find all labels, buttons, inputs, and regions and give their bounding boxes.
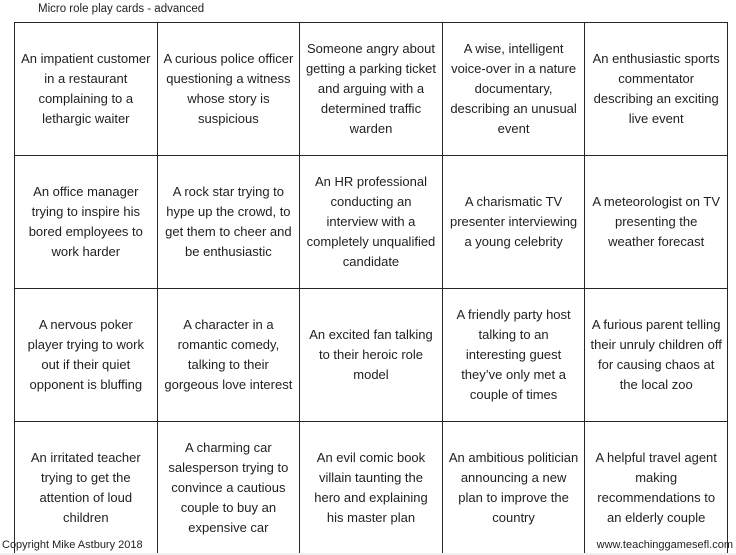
role-card: A furious parent telling their unruly children off for causing chaos at the local zoo [585,289,728,422]
role-card: An evil comic book villain taunting the hero and explaining his master plan [300,422,443,555]
role-card: A nervous poker player trying to work out if their quiet opponent is bluffing [15,289,158,422]
role-card: An excited fan talking to their heroic role model [300,289,443,422]
website-text: www.teachinggamesefl.com [596,539,733,551]
role-card: A meteorologist on TV presenting the weather forecast [585,156,728,289]
role-card: An ambitious politician announcing a new plan to improve the country [442,422,585,555]
role-card: A rock star trying to hype up the crowd, to get them to cheer and be enthusiastic [157,156,300,289]
role-play-cards-table [14,22,728,555]
role-card: An office manager trying to inspire his bored employees to work harder [15,156,158,289]
role-card: A helpful travel agent making recommendations to an elderly couple [585,422,728,555]
role-card: Someone angry about getting a parking ticket and arguing with a determined traffic warden [300,23,443,156]
role-card: A curious police officer questioning a witness whose story is suspicious [157,23,300,156]
role-card: A charismatic TV presenter interviewing a young celebrity [442,156,585,289]
role-card: A character in a romantic comedy, talking to their gorgeous love interest [157,289,300,422]
table-row [15,289,728,422]
role-card: A charming car salesperson trying to convince a cautious couple to buy an expensive car [157,422,300,555]
role-card: A wise, intelligent voice-over in a nature documentary, describing an unusual event [442,23,585,156]
table-row [15,156,728,289]
table-row [15,23,728,156]
role-card: An impatient customer in a restaurant complaining to a lethargic waiter [15,23,158,156]
page-title: Micro role play cards - advanced [38,3,205,15]
role-card: An irritated teacher trying to get the attention of loud children [15,422,158,555]
copyright-text: Copyright Mike Astbury 2018 [2,539,143,551]
table-row [15,422,728,555]
role-card: An HR professional conducting an interview with a completely unqualified candidate [300,156,443,289]
role-card: A friendly party host talking to an interesting guest they’ve only met a couple of times [442,289,585,422]
role-card: An enthusiastic sports commentator describing an exciting live event [585,23,728,156]
